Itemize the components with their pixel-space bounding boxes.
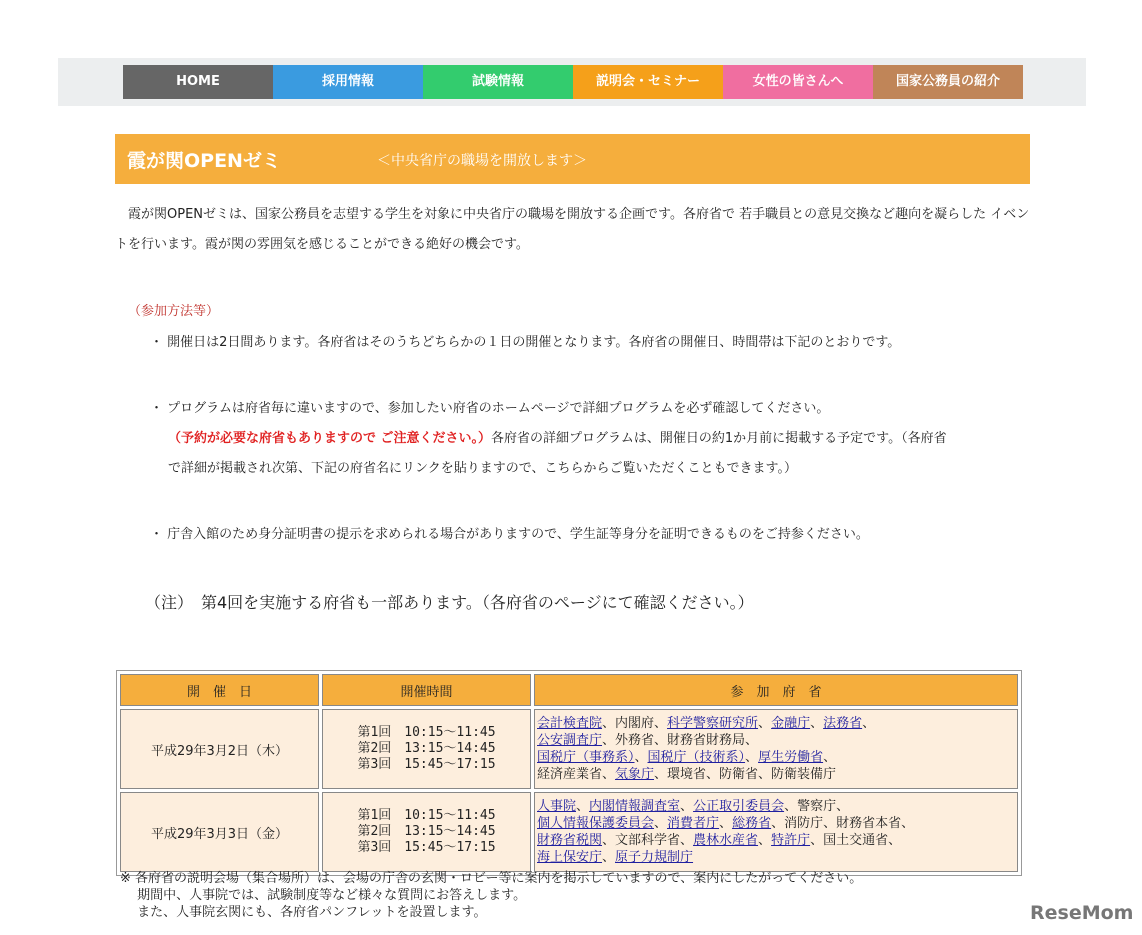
agency-text: 、 — [810, 716, 824, 731]
time-slot: 第1回 10:15〜11:45 — [357, 808, 496, 823]
agency-text: 、 — [602, 850, 616, 865]
note-text: （注） 第4回を実施する府省も一部あります。（各府省のページにて確認ください。） — [145, 593, 754, 612]
agency-text: 、 — [758, 716, 772, 731]
header-agencies: 参 加 府 省 — [534, 674, 1018, 706]
agency-text: 、 — [823, 750, 837, 765]
agency-link[interactable]: 厚生労働省 — [758, 750, 824, 765]
bullet-dates: ・ 開催日は2日間あります。各府省はそのうちどちらかの１日の開催となります。各府省の開催日、時間帯は下記のとおりです。 — [150, 335, 901, 350]
agency-link[interactable]: 法務省 — [823, 716, 863, 731]
footer-line: また、人事院玄関にも、各府省パンフレットを設置します。 — [120, 905, 487, 920]
agency-text: 、 — [654, 816, 668, 831]
reservation-warning: （予約が必要な府省もありますので ご注意ください。） — [168, 431, 492, 446]
time-slot: 第1回 10:15〜11:45 — [357, 725, 496, 740]
agency-text: 、文部科学省、 — [602, 833, 694, 848]
agency-link[interactable]: 金融庁 — [771, 716, 811, 731]
time-cell — [322, 792, 531, 872]
bullet-program — [150, 394, 948, 484]
agency-link[interactable]: 原子力規制庁 — [615, 850, 694, 865]
agency-text: 、外務省、財務省財務局、 — [602, 733, 759, 748]
page-title: 霞が関OPENゼミ — [127, 150, 281, 172]
table-row — [120, 792, 1018, 872]
page-subtitle: ＜中央省庁の職場を開放します＞ — [377, 153, 587, 169]
schedule-table — [116, 670, 1022, 876]
agencies-cell — [534, 792, 1018, 872]
agency-text: 経済産業省、 — [537, 767, 616, 782]
agency-text: 、国土交通省、 — [810, 833, 902, 848]
agency-link[interactable]: 会計検査院 — [537, 716, 603, 731]
agency-link[interactable]: 消費者庁 — [667, 816, 720, 831]
agency-link[interactable]: 財務省税関 — [537, 833, 603, 848]
agency-text: 、消防庁、財務省本省、 — [771, 816, 915, 831]
resemom-logo: ReseMom — [1030, 902, 1134, 924]
footer-line: ※ 各府省の説明会場（集合場所）は、会場の庁舎の玄関・ロビー等に案内を掲示していますので、案内にしたがってください。 — [120, 871, 863, 886]
date-cell: 平成29年3月3日（金） — [120, 792, 319, 872]
agency-link[interactable]: 個人情報保護委員会 — [537, 816, 655, 831]
nav-bar — [58, 58, 1086, 106]
bullet-program-detail: 各府省の詳細プログラムは、開催日の約1か月前に掲載する予定です。（各府省で詳細が掲載され次第、下記の府省名にリンクを貼りますので、こちらからご覧いただくこともできます。） — [168, 431, 947, 476]
agency-link[interactable]: 総務省 — [732, 816, 772, 831]
bullet-id: ・ 庁舎入館のため身分証明書の提示を求められる場合がありますので、学生証等身分を証明できるものをご持参ください。 — [150, 527, 869, 542]
agency-link[interactable]: 気象庁 — [615, 767, 655, 782]
header-time: 開催時間 — [322, 674, 531, 706]
agency-link[interactable]: 内閣情報調査室 — [589, 799, 681, 814]
table-row — [120, 709, 1018, 789]
agency-text: 、 — [758, 833, 772, 848]
header-date: 開 催 日 — [120, 674, 319, 706]
bullet-program-text: ・ プログラムは府省毎に違いますので、参加したい府省のホームページで詳細プログラムを必ず確認してください。 — [150, 401, 830, 416]
time-slot: 第3回 15:45〜17:15 — [357, 757, 496, 772]
time-slot: 第3回 15:45〜17:15 — [357, 840, 496, 855]
agency-text: 、 — [719, 816, 733, 831]
page-banner — [115, 134, 1030, 184]
agency-link[interactable]: 国税庁（技術系） — [647, 750, 746, 765]
footer-line: 期間中、人事院では、試験制度等など様々な質問にお答えします。 — [120, 888, 527, 903]
nav-item[interactable]: 採用情報 — [273, 65, 423, 99]
agency-text: 、 — [680, 799, 694, 814]
nav-item[interactable]: HOME — [123, 65, 273, 99]
agency-text: 、 — [634, 750, 648, 765]
date-cell: 平成29年3月2日（木） — [120, 709, 319, 789]
section-heading: （参加方法等） — [128, 304, 220, 319]
agency-text: 、環境省、防衛省、防衛装備庁 — [654, 767, 837, 782]
agency-link[interactable]: 公正取引委員会 — [693, 799, 785, 814]
nav-item[interactable]: 女性の皆さんへ — [723, 65, 873, 99]
agency-link[interactable]: 科学警察研究所 — [667, 716, 759, 731]
agency-text: 、 — [745, 750, 759, 765]
agency-link[interactable]: 公安調査庁 — [537, 733, 603, 748]
nav-item[interactable]: 試験情報 — [423, 65, 573, 99]
time-slot: 第2回 13:15〜14:45 — [357, 741, 496, 756]
nav-item[interactable]: 説明会・セミナー — [573, 65, 723, 99]
agencies-cell — [534, 709, 1018, 789]
nav-item[interactable]: 国家公務員の紹介 — [873, 65, 1023, 99]
agency-text: 、 — [576, 799, 590, 814]
footer-notes — [120, 870, 862, 921]
agency-text: 、内閣府、 — [602, 716, 668, 731]
agency-link[interactable]: 特許庁 — [771, 833, 811, 848]
time-cell — [322, 709, 531, 789]
agency-link[interactable]: 人事院 — [537, 799, 577, 814]
agency-link[interactable]: 農林水産省 — [693, 833, 759, 848]
agency-text: 、 — [862, 716, 876, 731]
agency-link[interactable]: 国税庁（事務系） — [537, 750, 635, 765]
agency-link[interactable]: 海上保安庁 — [537, 850, 603, 865]
intro-text: 霞が関OPENゼミは、国家公務員を志望する学生を対象に中央省庁の職場を開放する企画です。各府省で 若手職員との意見交換など趣向を凝らした イベントを行います。霞が関の雰囲気を感じることができる絶好の機会です。 — [115, 207, 1030, 252]
time-slot: 第2回 13:15〜14:45 — [357, 824, 496, 839]
agency-text: 、警察庁、 — [784, 799, 850, 814]
